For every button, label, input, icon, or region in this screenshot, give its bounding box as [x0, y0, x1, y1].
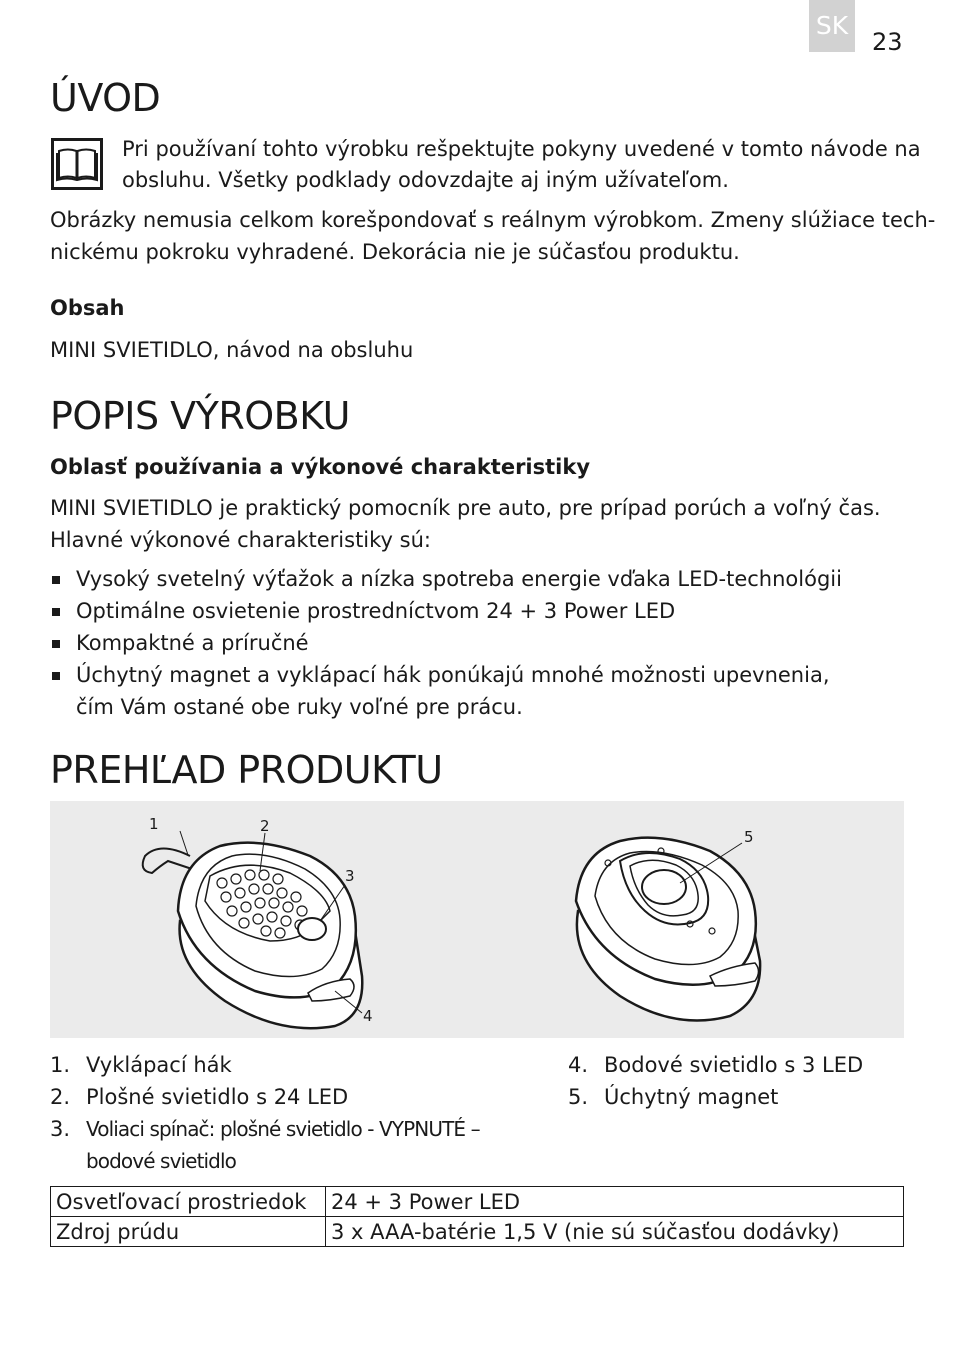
disclaimer-line1: Obrázky nemusia celkom korešpondovať s reálnym výrobkom. Zmeny slúžiace tech-	[50, 208, 936, 232]
table-row	[51, 1217, 904, 1247]
parts-list-item: 5. Úchytný magnet	[568, 1085, 779, 1109]
spec-label: Zdroj prúdu	[51, 1217, 326, 1247]
overview-heading: PREHĽAD PRODUKTU	[50, 748, 443, 792]
figure-label-5: 5	[744, 828, 754, 846]
product-illustration	[50, 801, 904, 1038]
spec-label: Osvetľovací prostriedok	[51, 1187, 326, 1217]
description-text-line2: Hlavné výkonové charakteristiky sú:	[50, 528, 431, 552]
feature-item-continuation: čím Vám ostané obe ruky voľné pre prácu.	[76, 695, 523, 719]
spec-value: 24 + 3 Power LED	[326, 1187, 904, 1217]
page-number: 23	[872, 28, 903, 56]
disclaimer-line2: nickému pokroku vyhradené. Dekorácia nie je súčasťou produktu.	[50, 240, 740, 264]
parts-list-item: 4. Bodové svietidlo s 3 LED	[568, 1053, 864, 1077]
contents-text: MINI SVIETIDLO, návod na obsluhu	[50, 338, 414, 362]
parts-list-left	[50, 1049, 480, 1177]
spec-table	[50, 1186, 904, 1247]
feature-item: Optimálne osvietenie prostredníctvom 24 + 3 Power LED	[50, 595, 842, 627]
figure-label-4: 4	[363, 1007, 373, 1025]
intro-note-line1: Pri používaní tohto výrobku rešpektujte pokyny uvedené v tomto návode na	[122, 137, 921, 161]
contents-heading: Obsah	[50, 296, 125, 320]
figure-label-1: 1	[149, 815, 159, 833]
description-subheading: Oblasť používania a výkonové charakteristiky	[50, 455, 591, 479]
description-text-line1: MINI SVIETIDLO je praktický pomocník pre auto, pre prípad porúch a voľný čas.	[50, 496, 881, 520]
product-figure	[50, 801, 904, 1038]
figure-label-2: 2	[260, 817, 270, 835]
figure-label-3: 3	[345, 867, 355, 885]
intro-note-line2: obsluhu. Všetky podklady odovzdajte aj iným užívateľom.	[122, 168, 729, 192]
spec-value: 3 x AAA-batérie 1,5 V (nie sú súčasťou dodávky)	[326, 1217, 904, 1247]
parts-list-item: bodové svietidlo	[86, 1149, 236, 1173]
feature-item: Kompaktné a príručné	[50, 627, 842, 659]
table-row	[51, 1187, 904, 1217]
description-heading: POPIS VÝROBKU	[50, 394, 350, 438]
intro-heading: ÚVOD	[50, 76, 161, 120]
language-tab: SK	[809, 0, 855, 52]
parts-list-right	[568, 1049, 863, 1113]
feature-list	[50, 563, 842, 691]
feature-item: Úchytný magnet a vyklápací hák ponúkajú mnohé možnosti upevnenia,	[50, 659, 842, 691]
parts-list-item: 3. Voliaci spínač: plošné svietidlo - VYPNUTÉ –	[50, 1117, 480, 1141]
parts-list-item: 2. Plošné svietidlo s 24 LED	[50, 1085, 349, 1109]
feature-item: Vysoký svetelný výťažok a nízka spotreba energie vďaka LED-technológii	[50, 563, 842, 595]
parts-list-item: 1. Vyklápací hák	[50, 1053, 232, 1077]
book-icon	[51, 138, 103, 190]
